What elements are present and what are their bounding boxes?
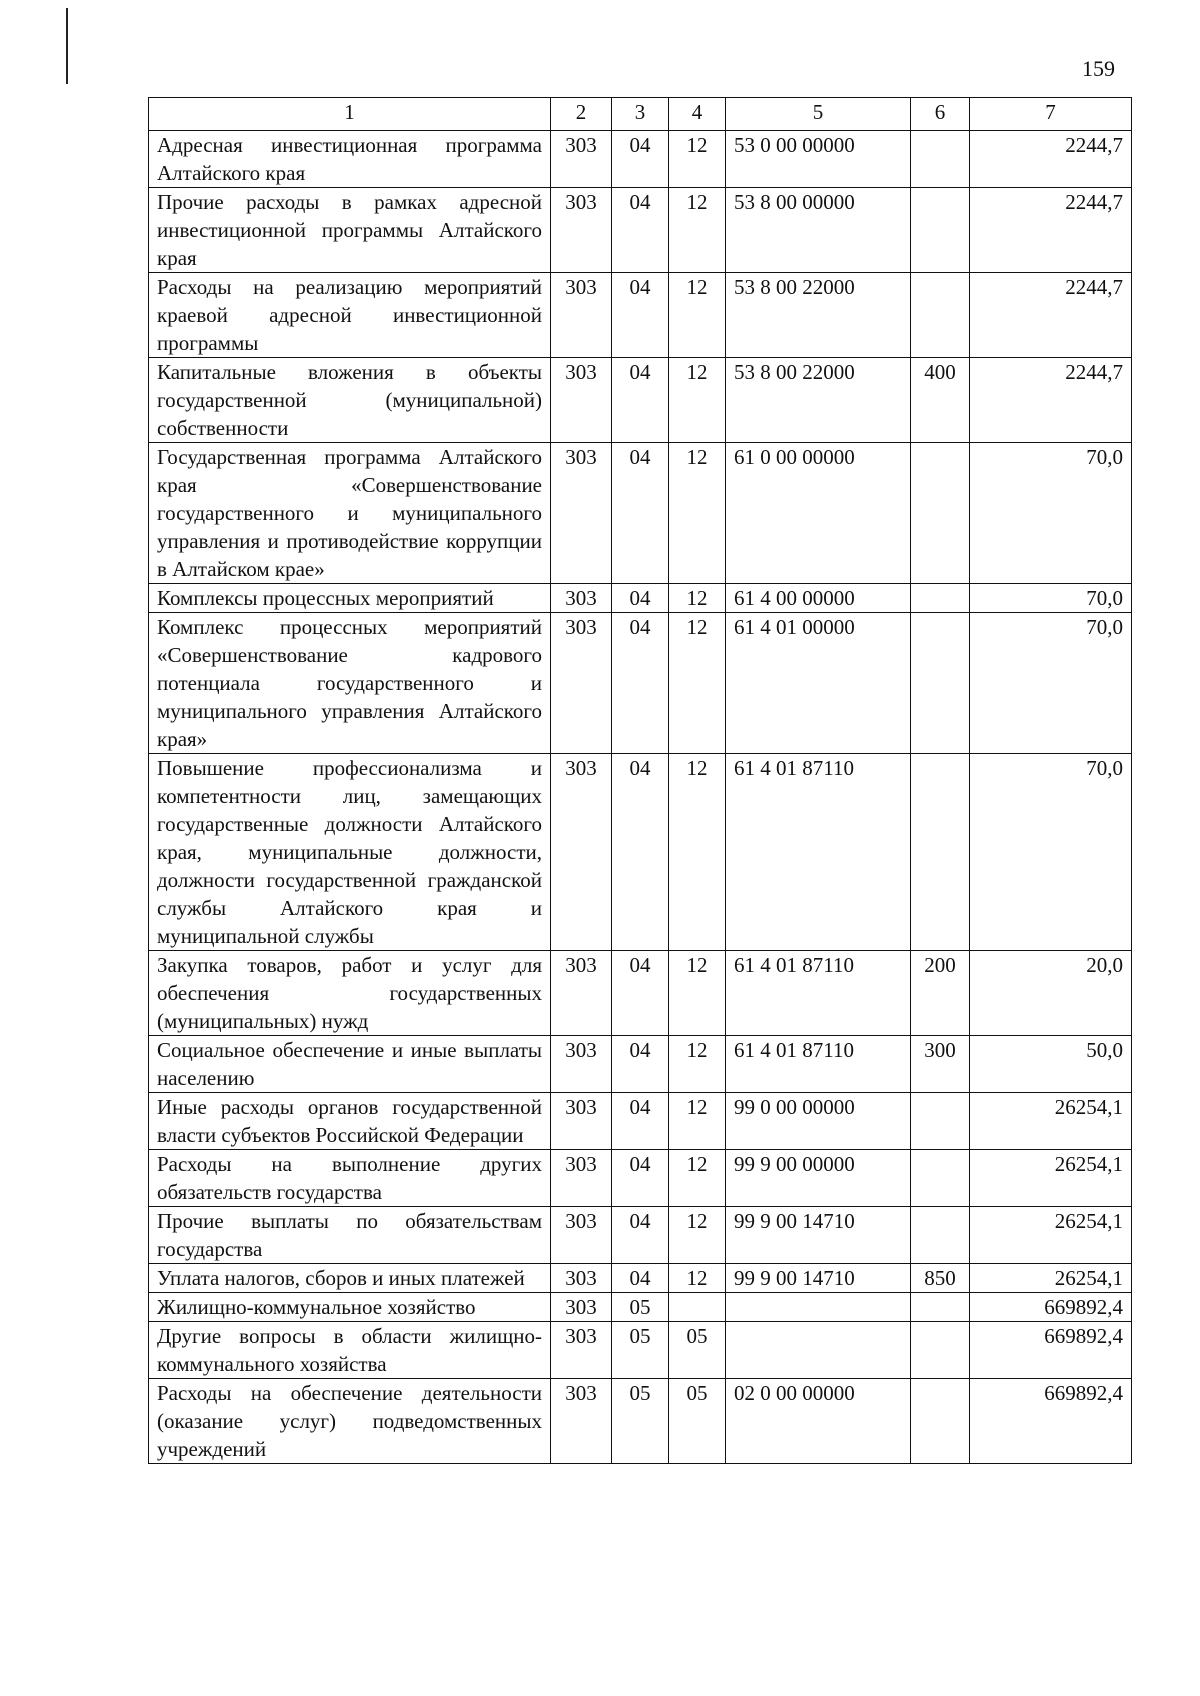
ministry-code: 303	[551, 188, 612, 273]
expense-type-code	[911, 273, 970, 358]
table-row	[149, 443, 1132, 584]
subsection-code: 12	[669, 131, 726, 188]
table-row	[149, 613, 1132, 754]
section-code: 04	[612, 951, 669, 1036]
section-code: 04	[612, 1264, 669, 1293]
expense-type-code	[911, 1150, 970, 1207]
section-code: 04	[612, 1150, 669, 1207]
target-article-code: 61 4 01 87110	[726, 951, 911, 1036]
subsection-code: 12	[669, 188, 726, 273]
target-article-code: 61 4 01 87110	[726, 754, 911, 951]
subsection-code: 12	[669, 1207, 726, 1264]
amount: 70,0	[970, 754, 1132, 951]
table-header-row	[149, 98, 1132, 131]
ministry-code: 303	[551, 613, 612, 754]
table-row	[149, 951, 1132, 1036]
table-row	[149, 1093, 1132, 1150]
amount: 70,0	[970, 443, 1132, 584]
section-code: 05	[612, 1322, 669, 1379]
row-name: Повышение профессионализма и компетентности лиц, замещающих государственные должности Алтайского края, муниципальные должности, должности государственной гражданской службы Алтайского края и муниципальной службы	[149, 754, 551, 951]
target-article-code: 61 4 01 87110	[726, 1036, 911, 1093]
subsection-code: 12	[669, 443, 726, 584]
amount: 20,0	[970, 951, 1132, 1036]
row-name: Адресная инвестиционная программа Алтайского края	[149, 131, 551, 188]
table-row	[149, 754, 1132, 951]
amount: 2244,7	[970, 131, 1132, 188]
subsection-code: 05	[669, 1379, 726, 1464]
expense-type-code: 400	[911, 358, 970, 443]
row-name: Социальное обеспечение и иные выплаты населению	[149, 1036, 551, 1093]
ministry-code: 303	[551, 273, 612, 358]
target-article-code: 53 8 00 00000	[726, 188, 911, 273]
section-code: 04	[612, 1036, 669, 1093]
table-row	[149, 1264, 1132, 1293]
subsection-code: 05	[669, 1322, 726, 1379]
subsection-code: 12	[669, 613, 726, 754]
subsection-code: 12	[669, 358, 726, 443]
target-article-code: 53 8 00 22000	[726, 273, 911, 358]
subsection-code: 12	[669, 1093, 726, 1150]
amount: 50,0	[970, 1036, 1132, 1093]
ministry-code: 303	[551, 358, 612, 443]
table-row	[149, 1379, 1132, 1464]
amount: 70,0	[970, 613, 1132, 754]
ministry-code: 303	[551, 1150, 612, 1207]
section-code: 04	[612, 1093, 669, 1150]
header-col-1: 1	[149, 98, 551, 131]
table-row	[149, 131, 1132, 188]
header-col-2: 2	[551, 98, 612, 131]
row-name: Иные расходы органов государственной власти субъектов Российской Федерации	[149, 1093, 551, 1150]
scan-edge-mark	[66, 8, 68, 84]
expense-type-code	[911, 1293, 970, 1322]
expense-type-code	[911, 188, 970, 273]
header-col-6: 6	[911, 98, 970, 131]
section-code: 04	[612, 188, 669, 273]
table-row	[149, 273, 1132, 358]
expense-type-code: 300	[911, 1036, 970, 1093]
amount: 669892,4	[970, 1379, 1132, 1464]
expense-type-code	[911, 443, 970, 584]
target-article-code: 99 0 00 00000	[726, 1093, 911, 1150]
section-code: 05	[612, 1379, 669, 1464]
target-article-code: 53 8 00 22000	[726, 358, 911, 443]
amount: 2244,7	[970, 188, 1132, 273]
table-row	[149, 1322, 1132, 1379]
subsection-code: 12	[669, 584, 726, 613]
header-col-7: 7	[970, 98, 1132, 131]
target-article-code: 99 9 00 14710	[726, 1264, 911, 1293]
ministry-code: 303	[551, 1293, 612, 1322]
subsection-code: 12	[669, 1150, 726, 1207]
amount: 669892,4	[970, 1293, 1132, 1322]
section-code: 04	[612, 1207, 669, 1264]
ministry-code: 303	[551, 951, 612, 1036]
table-row	[149, 188, 1132, 273]
amount: 2244,7	[970, 273, 1132, 358]
row-name: Другие вопросы в области жилищно-коммунального хозяйства	[149, 1322, 551, 1379]
expense-type-code: 850	[911, 1264, 970, 1293]
row-name: Комплексы процессных мероприятий	[149, 584, 551, 613]
header-col-4: 4	[669, 98, 726, 131]
table-row	[149, 584, 1132, 613]
row-name: Жилищно-коммунальное хозяйство	[149, 1293, 551, 1322]
target-article-code	[726, 1322, 911, 1379]
amount: 70,0	[970, 584, 1132, 613]
row-name: Уплата налогов, сборов и иных платежей	[149, 1264, 551, 1293]
section-code: 05	[612, 1293, 669, 1322]
target-article-code: 99 9 00 00000	[726, 1150, 911, 1207]
amount: 26254,1	[970, 1093, 1132, 1150]
ministry-code: 303	[551, 1093, 612, 1150]
expense-type-code	[911, 1322, 970, 1379]
row-name: Закупка товаров, работ и услуг для обеспечения государственных (муниципальных) нужд	[149, 951, 551, 1036]
section-code: 04	[612, 754, 669, 951]
expense-type-code	[911, 584, 970, 613]
row-name: Расходы на обеспечение деятельности (оказание услуг) подведомственных учреждений	[149, 1379, 551, 1464]
expense-type-code	[911, 1207, 970, 1264]
section-code: 04	[612, 131, 669, 188]
target-article-code	[726, 1293, 911, 1322]
amount: 2244,7	[970, 358, 1132, 443]
target-article-code: 61 4 00 00000	[726, 584, 911, 613]
row-name: Расходы на реализацию мероприятий краевой адресной инвестиционной программы	[149, 273, 551, 358]
header-col-3: 3	[612, 98, 669, 131]
amount: 26254,1	[970, 1207, 1132, 1264]
table-row	[149, 1293, 1132, 1322]
section-code: 04	[612, 584, 669, 613]
table-row	[149, 1207, 1132, 1264]
expense-type-code	[911, 754, 970, 951]
target-article-code: 02 0 00 00000	[726, 1379, 911, 1464]
target-article-code: 61 0 00 00000	[726, 443, 911, 584]
subsection-code: 12	[669, 951, 726, 1036]
row-name: Прочие выплаты по обязательствам государства	[149, 1207, 551, 1264]
ministry-code: 303	[551, 1322, 612, 1379]
table-row	[149, 358, 1132, 443]
expense-type-code	[911, 1379, 970, 1464]
target-article-code: 61 4 01 00000	[726, 613, 911, 754]
row-name: Государственная программа Алтайского края «Совершенствование государственного и муниципального управления и противодействие коррупции в Алтайском крае»	[149, 443, 551, 584]
subsection-code: 12	[669, 1264, 726, 1293]
ministry-code: 303	[551, 1036, 612, 1093]
section-code: 04	[612, 273, 669, 358]
expense-type-code	[911, 1093, 970, 1150]
row-name: Капитальные вложения в объекты государственной (муниципальной) собственности	[149, 358, 551, 443]
ministry-code: 303	[551, 584, 612, 613]
expense-type-code	[911, 131, 970, 188]
section-code: 04	[612, 443, 669, 584]
header-col-5: 5	[726, 98, 911, 131]
subsection-code: 12	[669, 754, 726, 951]
page-number: 159	[1082, 56, 1115, 81]
row-name: Прочие расходы в рамках адресной инвестиционной программы Алтайского края	[149, 188, 551, 273]
section-code: 04	[612, 358, 669, 443]
row-name: Комплекс процессных мероприятий «Совершенствование кадрового потенциала государственного и муниципального управления Алтайского края»	[149, 613, 551, 754]
amount: 26254,1	[970, 1150, 1132, 1207]
ministry-code: 303	[551, 1264, 612, 1293]
expense-type-code: 200	[911, 951, 970, 1036]
row-name: Расходы на выполнение других обязательств государства	[149, 1150, 551, 1207]
expense-type-code	[911, 613, 970, 754]
section-code: 04	[612, 613, 669, 754]
target-article-code: 53 0 00 00000	[726, 131, 911, 188]
subsection-code	[669, 1293, 726, 1322]
budget-table	[148, 97, 1132, 1464]
subsection-code: 12	[669, 1036, 726, 1093]
ministry-code: 303	[551, 754, 612, 951]
ministry-code: 303	[551, 131, 612, 188]
target-article-code: 99 9 00 14710	[726, 1207, 911, 1264]
ministry-code: 303	[551, 1379, 612, 1464]
amount: 669892,4	[970, 1322, 1132, 1379]
subsection-code: 12	[669, 273, 726, 358]
table-row	[149, 1150, 1132, 1207]
amount: 26254,1	[970, 1264, 1132, 1293]
table-row	[149, 1036, 1132, 1093]
ministry-code: 303	[551, 443, 612, 584]
ministry-code: 303	[551, 1207, 612, 1264]
